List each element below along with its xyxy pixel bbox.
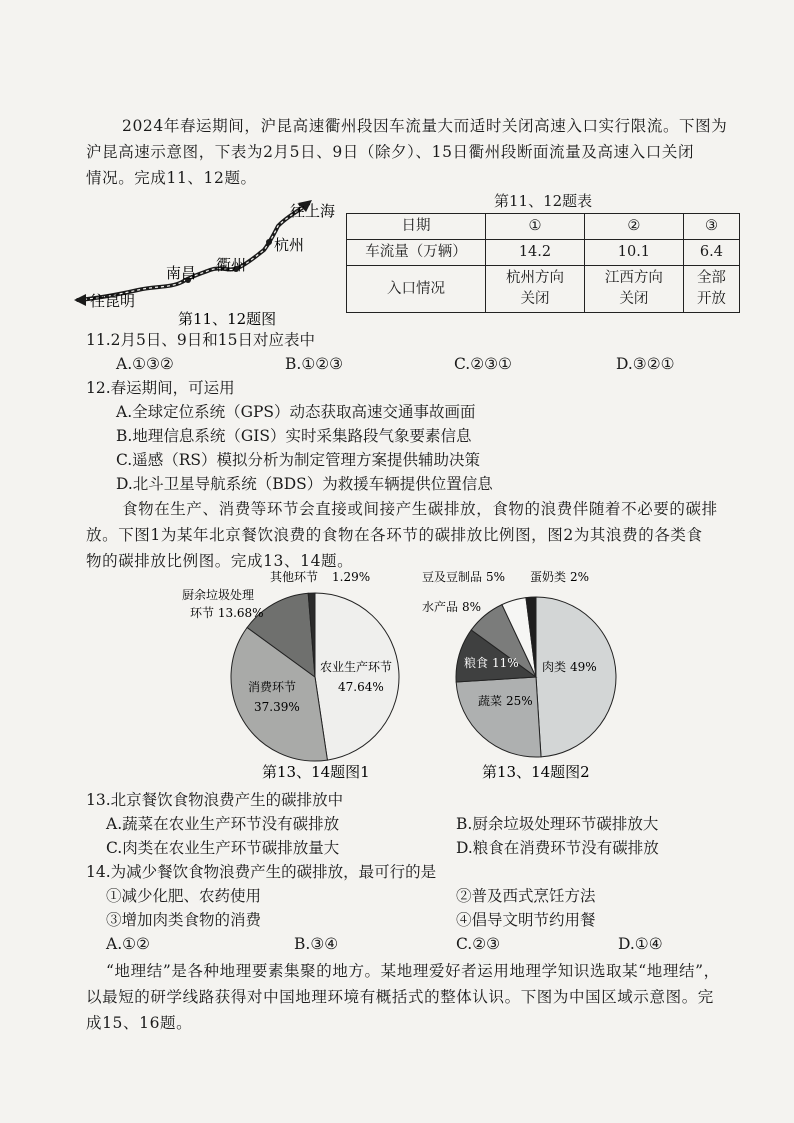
label-quzhou: 衢州 (216, 256, 247, 274)
pie2-label-egg-text: 蛋奶类 (530, 570, 567, 584)
map-caption: 第11、12题图 (178, 310, 277, 328)
traffic-table (346, 213, 740, 313)
pie2-value-egg: 2% (570, 570, 590, 584)
table-header-date: 日期 (347, 214, 486, 240)
table-cell (683, 266, 739, 313)
q11-option-a: A.①③② (116, 355, 174, 373)
table-cell: 10.1 (584, 240, 683, 266)
pie2-value-aqua: 8% (462, 600, 482, 614)
pie2-value-bean: 5% (486, 570, 506, 584)
q14-item-1: ①减少化肥、农药使用 (106, 887, 262, 905)
intro-1-line-1: 2024年春运期间，沪昆高速衢州段因车流量大而适时关闭高速入口实行限流。下图为 (122, 117, 728, 135)
intro-1-line-2: 沪昆高速示意图，下表为2月5日、9日（除夕）、15日衢州段断面流量及高速入口关闭 (86, 143, 695, 161)
table-header-3: ③ (683, 214, 739, 240)
pie1-value-kitchen: 13.68% (217, 606, 264, 620)
intro-3-line-3: 成15、16题。 (86, 1014, 193, 1032)
pie1-label-consume: 消费环节 (248, 680, 297, 694)
q13-stem: 13.北京餐饮食物浪费产生的碳排放中 (86, 791, 344, 809)
pie2-value-meat: 49% (570, 660, 597, 674)
q14-option-a: A.①② (106, 935, 150, 953)
pie1-label-kitchen (182, 587, 254, 602)
q12-option-d: D.北斗卫星导航系统（BDS）为救援车辆提供位置信息 (116, 475, 493, 493)
q11-option-d: D.③②① (616, 355, 675, 373)
pie1-label-kitchen-b-text: 环节 (190, 606, 218, 620)
pie1-value-other: 1.29% (332, 570, 371, 584)
q13-option-d: D.粮食在消费环节没有碳排放 (456, 839, 659, 857)
q14-option-d: D.①④ (618, 935, 663, 953)
label-kunming: 往昆明 (90, 292, 136, 310)
q14-option-c: C.②③ (456, 935, 501, 953)
q13-option-c: C.肉类在农业生产环节碳排放量大 (106, 839, 340, 857)
hangzhou-dot-icon (266, 239, 272, 245)
table-row (347, 240, 740, 266)
pie1-label-agri: 农业生产环节 (320, 660, 393, 674)
q11-option-c: C.②③① (454, 355, 512, 373)
pie2-title: 第13、14题图2 (482, 763, 590, 781)
q14-stem: 14.为减少餐饮食物浪费产生的碳排放，最可行的是 (86, 863, 437, 881)
pie-chart-1 (180, 565, 450, 785)
pie1-value-agri: 47.64% (338, 680, 384, 694)
pie-slice-1 (456, 677, 541, 757)
intro-3-line-2: 以最短的研学线路获得对中国地理环境有概括式的整体认识。下图为中国区域示意图。完 (86, 988, 714, 1006)
q13-option-b: B.厨余垃圾处理环节碳排放大 (456, 815, 659, 833)
cell-line: 开放 (696, 291, 726, 307)
table-cell: 6.4 (683, 240, 739, 266)
table-row (347, 214, 740, 240)
q12-option-a: A.全球定位系统（GPS）动态获取高速交通事故画面 (116, 403, 476, 421)
table-row1-label: 车流量（万辆） (347, 240, 486, 266)
table-row (347, 266, 740, 313)
q14-item-4: ④倡导文明节约用餐 (456, 911, 596, 929)
pie2-value-grain: 11% (492, 656, 519, 670)
q12-option-c: C.遥感（RS）模拟分析为制定管理方案提供辅助决策 (116, 451, 481, 469)
cell-line: 江西方向 (604, 270, 663, 286)
pie1-title: 第13、14题图1 (262, 763, 370, 781)
pie2-label-bean-text: 豆及豆制品 (422, 570, 483, 584)
intro-2-line-1: 食物在生产、消费等环节会直接或间接产生碳排放，食物的浪费伴随着不必要的碳排 (122, 500, 718, 518)
pie2-label-meat (542, 659, 597, 674)
pie2-label-grain-text: 粮食 (464, 656, 489, 670)
cell-line: 杭州方向 (505, 270, 564, 286)
pie2-value-veg: 25% (506, 694, 533, 708)
table-caption: 第11、12题表 (494, 192, 593, 210)
pie2-label-aqua-text: 水产品 (422, 600, 459, 614)
q11-stem: 11.2月5日、9日和15日对应表中 (86, 331, 315, 349)
table-cell (584, 266, 683, 313)
pie2-label-aqua (422, 599, 481, 614)
pie2-label-grain (464, 655, 519, 670)
arrow-kunming-icon (74, 294, 86, 306)
pie-slice-0 (315, 593, 399, 760)
cell-line: 全部 (696, 270, 726, 286)
label-hangzhou: 杭州 (274, 236, 305, 254)
pie2-label-veg (478, 693, 533, 708)
expressway-map (60, 190, 360, 330)
pie2-label-bean (422, 569, 505, 584)
label-shanghai: 往上海 (290, 202, 336, 220)
table-cell (486, 266, 585, 313)
pie-slice-0 (536, 597, 616, 757)
pie-chart-2 (418, 565, 658, 785)
intro-3-line-1: “地理结”是各种地理要素集聚的地方。某地理爱好者运用地理学知识选取某“地理结”， (106, 962, 720, 980)
pie2-label-veg-text: 蔬菜 (478, 694, 503, 708)
label-nanchang: 南昌 (166, 264, 197, 282)
table-row2-label: 入口情况 (347, 266, 486, 313)
intro-1-line-3: 情况。完成11、12题。 (86, 169, 257, 187)
q14-item-3: ③增加肉类食物的消费 (106, 911, 262, 929)
q14-item-2: ②普及西式烹饪方法 (456, 887, 596, 905)
pie2-label-egg (530, 569, 589, 584)
cell-line: 关闭 (619, 291, 649, 307)
pie1-value-consume: 37.39% (254, 700, 300, 714)
intro-2-line-2: 放。下图1为某年北京餐饮浪费的食物在各环节的碳排放比例图，图2为其浪费的各类食 (86, 526, 703, 544)
pie1-label-other: 其他环节 (270, 570, 319, 584)
pie1-label-kitchen-b (190, 605, 264, 620)
intro-2-line-3: 物的碳排放比例图。完成13、14题。 (86, 552, 354, 570)
q13-option-a: A.蔬菜在农业生产环节没有碳排放 (106, 815, 340, 833)
table-header-2: ② (584, 214, 683, 240)
q12-stem: 12.春运期间，可运用 (86, 379, 235, 397)
cell-line: 关闭 (520, 291, 550, 307)
q11-option-b: B.①②③ (285, 355, 344, 373)
table-cell: 14.2 (486, 240, 585, 266)
pie2-label-meat-text: 肉类 (542, 660, 567, 674)
q12-option-b: B.地理信息系统（GIS）实时采集路段气象要素信息 (116, 427, 472, 445)
q14-option-b: B.③④ (294, 935, 339, 953)
table-header-1: ① (486, 214, 585, 240)
pie1-label-kitchen-a: 厨余垃圾处理 (182, 588, 255, 602)
